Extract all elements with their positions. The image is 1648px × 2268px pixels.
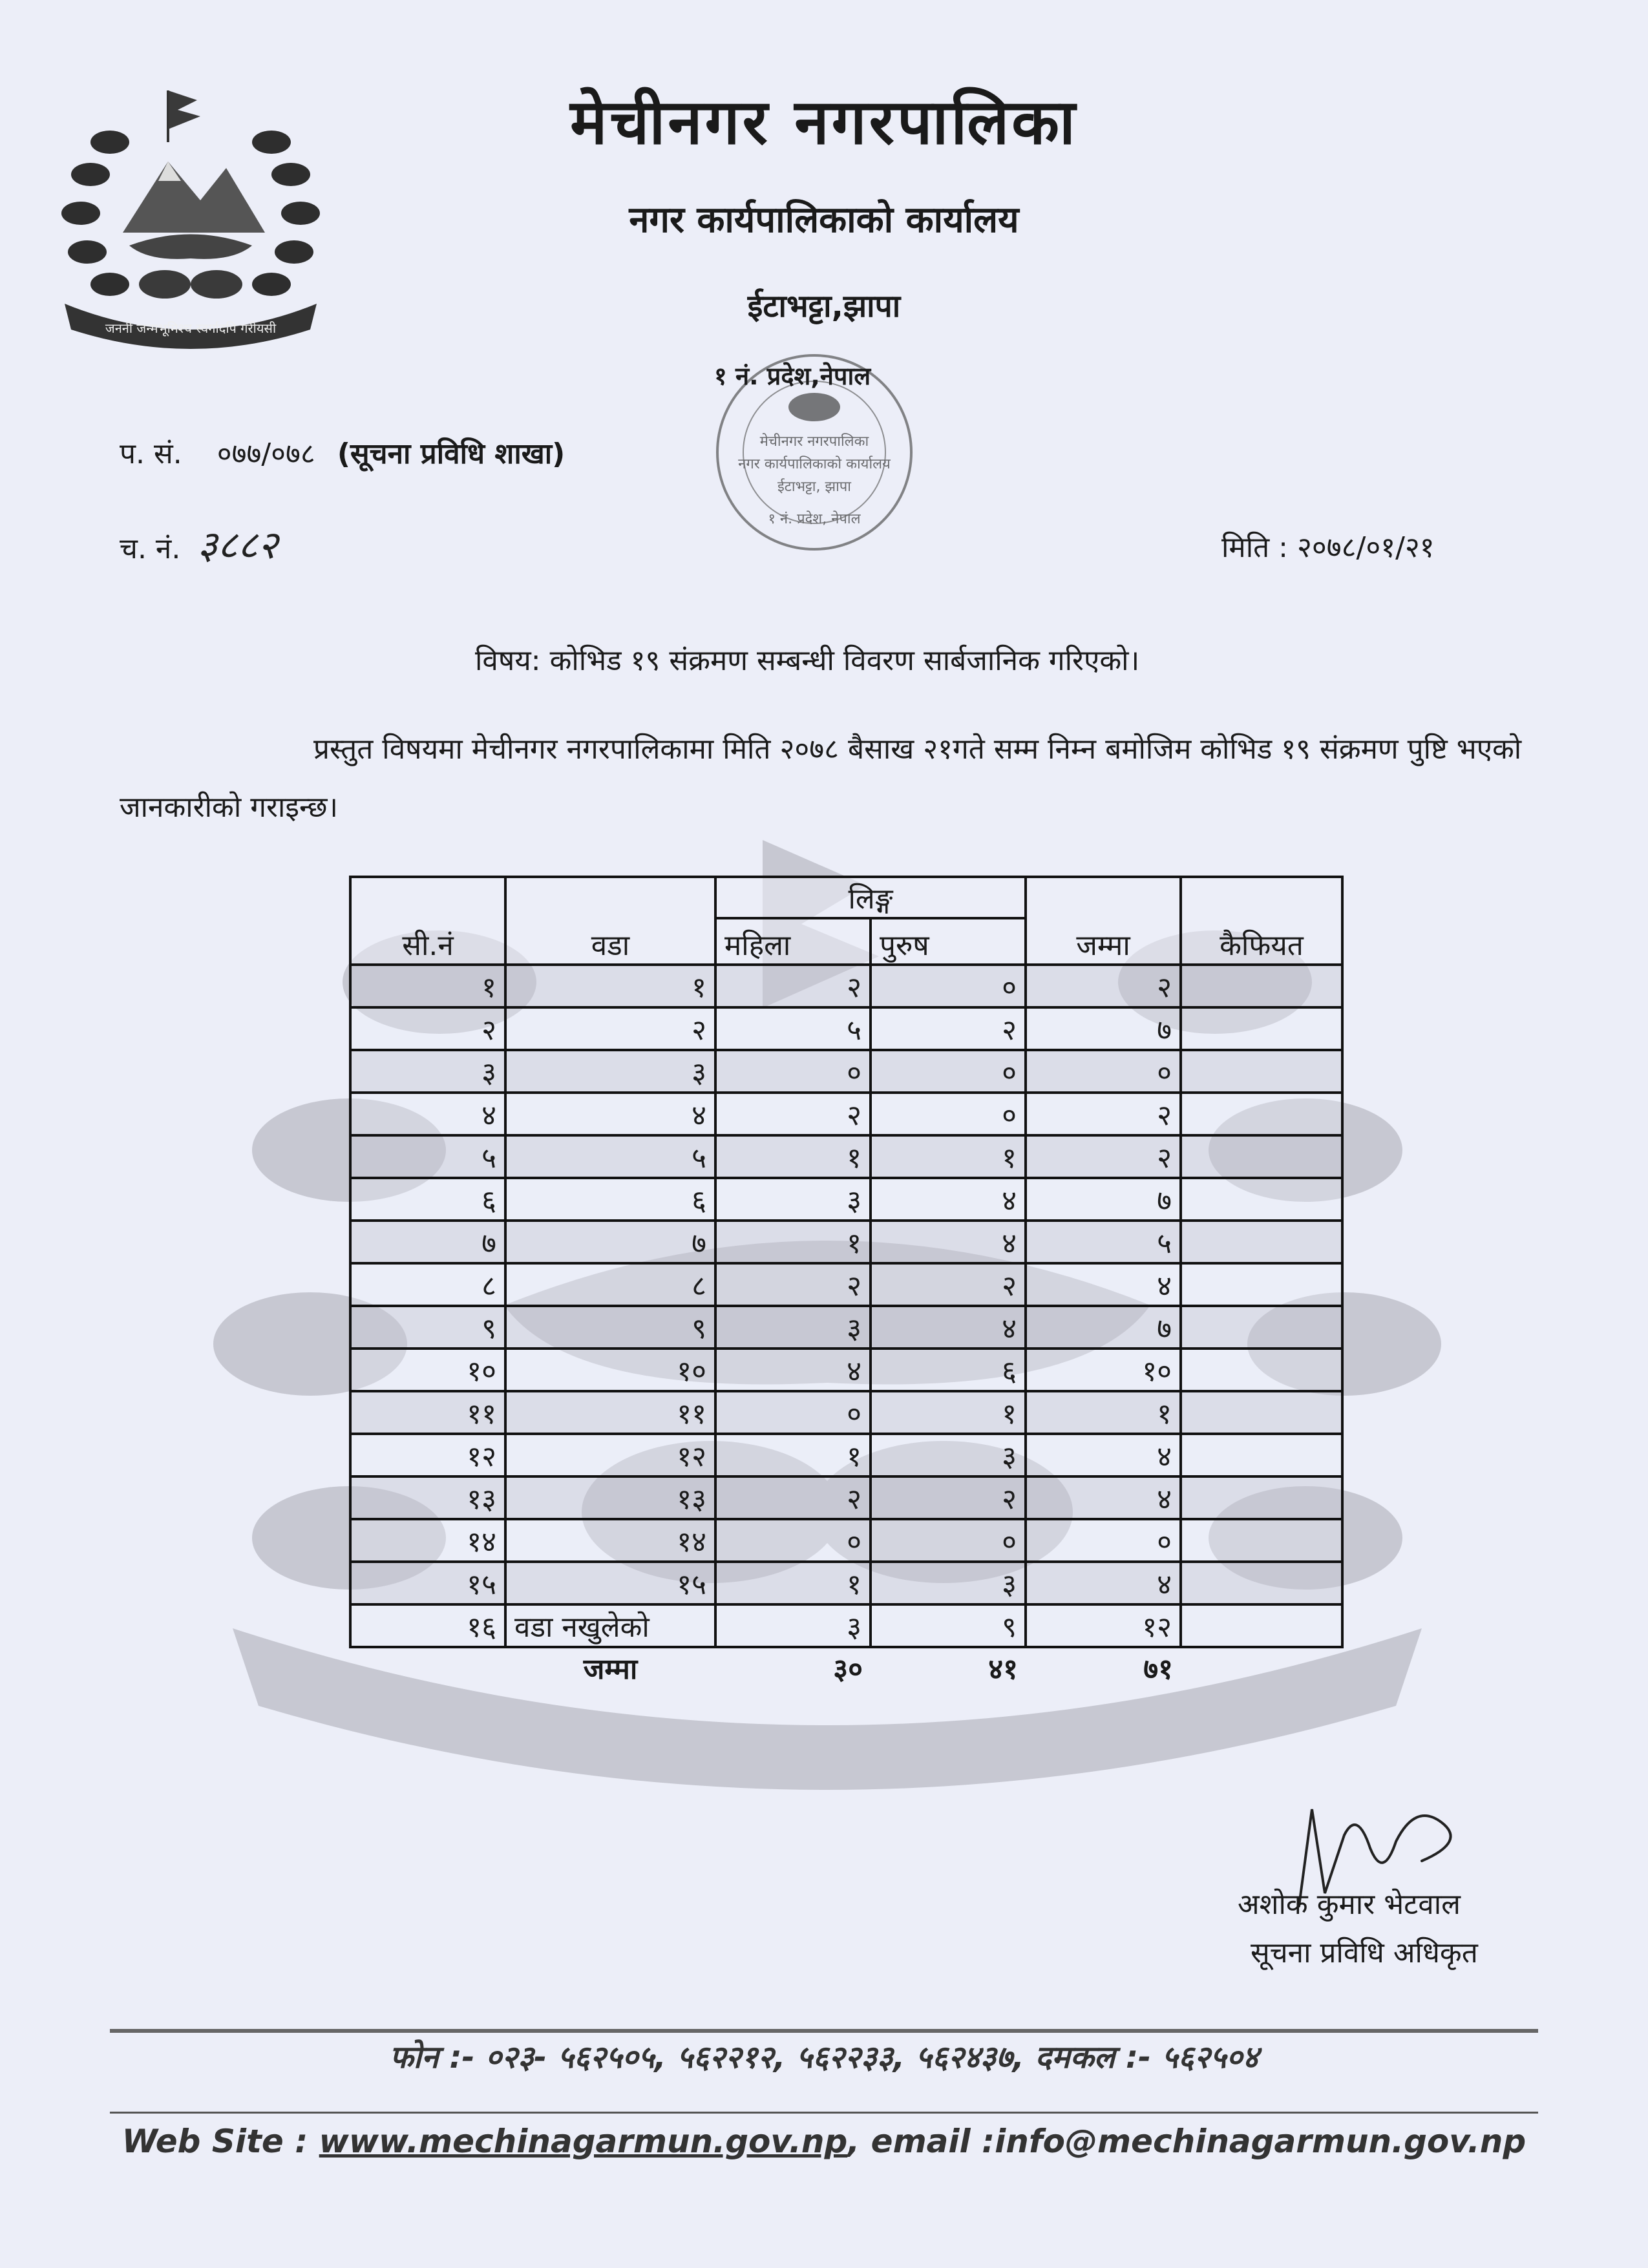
cell-male: २ bbox=[871, 1263, 1026, 1306]
cn-label: च. नं. bbox=[120, 532, 181, 565]
cell-total: ७ bbox=[1026, 1306, 1181, 1349]
website-link[interactable]: www.mechinagarmun.gov.np bbox=[319, 2123, 848, 2160]
cell-sn: १२ bbox=[350, 1434, 505, 1476]
table-row bbox=[350, 1263, 1342, 1306]
cell-remarks bbox=[1181, 1093, 1342, 1135]
cell-ward: ६ bbox=[505, 1178, 715, 1221]
table-row bbox=[350, 1349, 1342, 1391]
total-female: ३० bbox=[833, 1653, 863, 1686]
footer-divider-bottom bbox=[110, 2112, 1538, 2114]
emblem-motto: जननी जन्मभूमिश्च स्वर्गादपि गरीयसी bbox=[105, 320, 277, 336]
website-label: Web Site : bbox=[121, 2123, 308, 2160]
cell-sn: २ bbox=[350, 1007, 505, 1050]
signatory-name: अशोक कुमार भेटवाल bbox=[1238, 1888, 1461, 1921]
body-paragraph: प्रस्तुत विषयमा मेचीनगर नगरपालिकामा मिति २०७८ बैसाख २१गते सम्म निम्न बमोजिम कोभिड १९ संक्रमण पुष्टि भएको जानकारीको गराइन्छ। bbox=[120, 733, 1522, 824]
cell-remarks bbox=[1181, 1050, 1342, 1093]
cell-female: ४ bbox=[715, 1349, 871, 1391]
table-row bbox=[350, 1434, 1342, 1476]
stamp-line-3: ईटाभट्टा, झापा bbox=[777, 479, 852, 495]
cell-ward: ९ bbox=[505, 1306, 715, 1349]
cell-total: १ bbox=[1026, 1391, 1181, 1434]
cell-remarks bbox=[1181, 1178, 1342, 1221]
cell-ward: ३ bbox=[505, 1050, 715, 1093]
total-label: जम्मा bbox=[583, 1653, 638, 1686]
cell-remarks bbox=[1181, 1476, 1342, 1519]
organization-name: मेचीनगर नगरपालिका bbox=[570, 86, 1078, 158]
cell-ward: १५ bbox=[505, 1562, 715, 1604]
cell-female: ० bbox=[715, 1050, 871, 1093]
cell-remarks bbox=[1181, 1135, 1342, 1178]
cell-male: ३ bbox=[871, 1562, 1026, 1604]
cell-sn: १ bbox=[350, 965, 505, 1007]
col-header-male: पुरुष bbox=[871, 918, 1026, 965]
cell-sn: १५ bbox=[350, 1562, 505, 1604]
footer-divider-top bbox=[110, 2029, 1538, 2033]
cell-female: १ bbox=[715, 1221, 871, 1263]
province-label: १ नं. प्रदेश,नेपाल bbox=[714, 362, 871, 390]
cell-sn: ४ bbox=[350, 1093, 505, 1135]
cell-total: २ bbox=[1026, 1135, 1181, 1178]
email-label: , email : bbox=[847, 2123, 995, 2160]
cell-total: ७ bbox=[1026, 1178, 1181, 1221]
table-row bbox=[350, 1135, 1342, 1178]
footer-phone: फोन :- ०२३- ५६२५०५, ५६२२१२, ५६२२३३, ५६२४३७, दमकल :- ५६२५०४ bbox=[389, 2039, 1259, 2075]
cell-sn: ९ bbox=[350, 1306, 505, 1349]
cell-ward: ७ bbox=[505, 1221, 715, 1263]
cell-ward: १० bbox=[505, 1349, 715, 1391]
cell-remarks bbox=[1181, 1007, 1342, 1050]
cell-male: ३ bbox=[871, 1434, 1026, 1476]
cell-sn: ८ bbox=[350, 1263, 505, 1306]
cell-remarks bbox=[1181, 1349, 1342, 1391]
cell-total: १२ bbox=[1026, 1604, 1181, 1647]
cell-total: २ bbox=[1026, 1093, 1181, 1135]
cell-male: ० bbox=[871, 1050, 1026, 1093]
cell-ward: ११ bbox=[505, 1391, 715, 1434]
table-row bbox=[350, 965, 1342, 1007]
cell-male: ४ bbox=[871, 1306, 1026, 1349]
cell-male: ० bbox=[871, 1519, 1026, 1562]
cell-male: १ bbox=[871, 1391, 1026, 1434]
letter-date bbox=[1221, 527, 1435, 565]
cell-female: ३ bbox=[715, 1178, 871, 1221]
cell-remarks bbox=[1181, 1434, 1342, 1476]
cell-sn: १० bbox=[350, 1349, 505, 1391]
stamp-line-2: नगर कार्यपालिकाको कार्यालय bbox=[738, 456, 891, 472]
stamp-line-1: मेचीनगर नगरपालिका bbox=[759, 434, 869, 450]
table-row bbox=[350, 1476, 1342, 1519]
cell-female: २ bbox=[715, 965, 871, 1007]
cell-total: ७ bbox=[1026, 1007, 1181, 1050]
table-row bbox=[350, 1306, 1342, 1349]
cell-ward: १४ bbox=[505, 1519, 715, 1562]
cell-sn: १३ bbox=[350, 1476, 505, 1519]
cell-female: ० bbox=[715, 1519, 871, 1562]
cell-ward: १२ bbox=[505, 1434, 715, 1476]
col-header-gender: लिङ्ग bbox=[715, 877, 1026, 918]
cell-male: ४ bbox=[871, 1178, 1026, 1221]
reference-number bbox=[120, 433, 565, 472]
cell-ward: १३ bbox=[505, 1476, 715, 1519]
cell-remarks bbox=[1181, 1604, 1342, 1647]
date-label: मिति : bbox=[1221, 531, 1288, 564]
cell-ward: १ bbox=[505, 965, 715, 1007]
cell-ward: ८ bbox=[505, 1263, 715, 1306]
col-header-remarks: कैफियत bbox=[1181, 877, 1342, 965]
office-name: नगर कार्यपालिकाको कार्यालय bbox=[629, 199, 1019, 241]
cell-male: ४ bbox=[871, 1221, 1026, 1263]
cell-female: ० bbox=[715, 1391, 871, 1434]
cell-sn: ७ bbox=[350, 1221, 505, 1263]
cell-ward: ५ bbox=[505, 1135, 715, 1178]
cell-female: १ bbox=[715, 1434, 871, 1476]
col-header-sn: सी.नं bbox=[350, 877, 505, 965]
cell-male: २ bbox=[871, 1007, 1026, 1050]
cell-male: ० bbox=[871, 1093, 1026, 1135]
cell-female: १ bbox=[715, 1135, 871, 1178]
cell-ward: २ bbox=[505, 1007, 715, 1050]
table-row bbox=[350, 1221, 1342, 1263]
cell-sn: ६ bbox=[350, 1178, 505, 1221]
cell-total: ४ bbox=[1026, 1562, 1181, 1604]
cell-female: ३ bbox=[715, 1306, 871, 1349]
cell-sn: ११ bbox=[350, 1391, 505, 1434]
col-header-female: महिला bbox=[715, 918, 871, 965]
cn-value: ३८८२ bbox=[197, 523, 279, 568]
cell-sn: १४ bbox=[350, 1519, 505, 1562]
cell-female: २ bbox=[715, 1263, 871, 1306]
cell-male: ० bbox=[871, 965, 1026, 1007]
cell-male: ९ bbox=[871, 1604, 1026, 1647]
cell-female: २ bbox=[715, 1476, 871, 1519]
cell-remarks bbox=[1181, 1306, 1342, 1349]
office-address: ईटाभट्टा,झापा bbox=[747, 288, 901, 324]
ps-value: ०७७/०७८ bbox=[217, 437, 315, 470]
cell-total: ५ bbox=[1026, 1221, 1181, 1263]
table-row bbox=[350, 1093, 1342, 1135]
table-row bbox=[350, 1562, 1342, 1604]
table-row bbox=[350, 1519, 1342, 1562]
cell-female: २ bbox=[715, 1093, 871, 1135]
cell-female: १ bbox=[715, 1562, 871, 1604]
ps-label: प. सं. bbox=[120, 437, 182, 470]
cell-remarks bbox=[1181, 1263, 1342, 1306]
cell-sn: ५ bbox=[350, 1135, 505, 1178]
cell-male: १ bbox=[871, 1135, 1026, 1178]
cell-sn: १६ bbox=[350, 1604, 505, 1647]
stamp-line-4: १ नं. प्रदेश, नेपाल bbox=[768, 511, 861, 527]
footer-contact bbox=[0, 2123, 1648, 2160]
cell-total: ४ bbox=[1026, 1263, 1181, 1306]
cell-female: ३ bbox=[715, 1604, 871, 1647]
total-male: ४१ bbox=[988, 1653, 1018, 1686]
table-row bbox=[350, 1007, 1342, 1050]
cell-female: ५ bbox=[715, 1007, 871, 1050]
cell-male: २ bbox=[871, 1476, 1026, 1519]
cell-sn: ३ bbox=[350, 1050, 505, 1093]
cell-ward: वडा नखुलेको bbox=[505, 1604, 715, 1647]
subject-line: विषय: कोभिड १९ संक्रमण सम्बन्धी विवरण सार्बजानिक गरिएको। bbox=[475, 644, 1140, 677]
cell-total: ४ bbox=[1026, 1476, 1181, 1519]
cell-total: २ bbox=[1026, 965, 1181, 1007]
cell-remarks bbox=[1181, 965, 1342, 1007]
cell-remarks bbox=[1181, 1391, 1342, 1434]
email-link[interactable]: info@mechinagarmun.gov.np bbox=[995, 2123, 1527, 2160]
cell-total: ० bbox=[1026, 1519, 1181, 1562]
cell-total: १० bbox=[1026, 1349, 1181, 1391]
total-all: ७१ bbox=[1143, 1653, 1173, 1686]
table-row bbox=[350, 1391, 1342, 1434]
date-value: २०७८/०१/२१ bbox=[1297, 531, 1435, 564]
total-row bbox=[350, 1647, 1342, 1687]
cell-remarks bbox=[1181, 1519, 1342, 1562]
cell-total: ० bbox=[1026, 1050, 1181, 1093]
cell-remarks bbox=[1181, 1221, 1342, 1263]
cell-total: ४ bbox=[1026, 1434, 1181, 1476]
dispatch-number bbox=[120, 517, 278, 570]
signatory-title: सूचना प्रविधि अधिकृत bbox=[1251, 1937, 1478, 1969]
cell-ward: ४ bbox=[505, 1093, 715, 1135]
cell-remarks bbox=[1181, 1562, 1342, 1604]
table-row bbox=[350, 1178, 1342, 1221]
col-header-ward: वडा bbox=[505, 877, 715, 965]
covid-cases-table bbox=[349, 876, 1341, 1687]
branch-name: (सूचना प्रविधि शाखा) bbox=[337, 437, 565, 470]
table-row bbox=[350, 1050, 1342, 1093]
col-header-total: जम्मा bbox=[1026, 877, 1181, 965]
table-row bbox=[350, 1604, 1342, 1647]
cell-male: ६ bbox=[871, 1349, 1026, 1391]
